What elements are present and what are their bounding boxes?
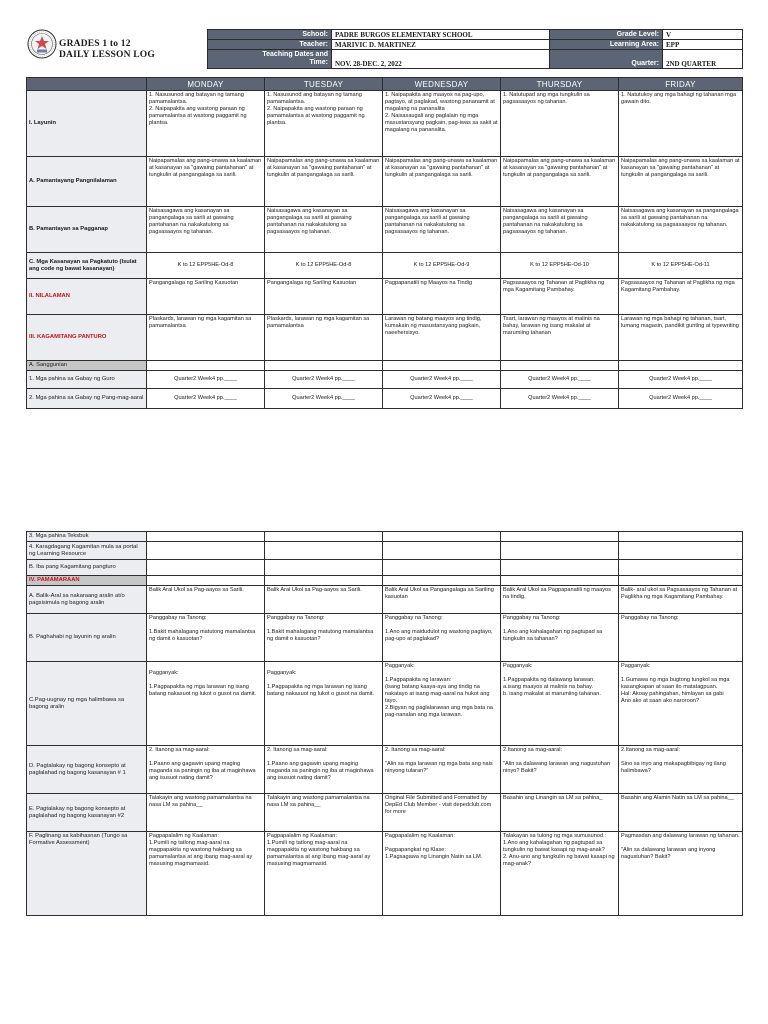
cell-monday: Quarter2 Week4 pp.____ xyxy=(147,371,265,389)
cell-thursday xyxy=(501,532,619,542)
cell-tuesday: Quarter2 Week4 pp.____ xyxy=(265,389,383,409)
cell-thursday xyxy=(501,560,619,576)
cell-wednesday: Naisasagawa ang kasanayan sa pangangalaga sa sarili at gawaing pantahanan na nakakatulong sa pagsasaayos ng tahanan. xyxy=(383,207,501,253)
cell-monday xyxy=(147,576,265,586)
cell-friday: Balik- aral ukol sa Pagsasaayos ng Tahanan at Paglikha ng mga Kagamitang Pambahay. xyxy=(619,586,743,614)
cell-wednesday: Pagpapalalim ng Kaalaman: Pagpapangkat ng Klase: 1.Pagsagawa ng Linangin Natin sa LM. xyxy=(383,832,501,916)
cell-thursday: Naipapamalas ang pang-unawa sa kaalaman at kasanayan sa "gawaing pantahanan" at tungkulin at pangangalaga sa sarili. xyxy=(501,157,619,207)
cell-thursday xyxy=(501,576,619,586)
lesson-row xyxy=(27,207,743,253)
cell-tuesday: Pagganyak: 1.Pagpapakita ng mga larawan ng isang batang nakasuot ng lukot o gusot na damit. xyxy=(265,662,383,746)
cell-thursday: Panggabay na Tanong: 1.Ano ang kahalagahan ng pagtupad sa tungkulin sa tahanan? xyxy=(501,614,619,662)
dates-label xyxy=(208,50,332,69)
cell-friday: Basahin ang Alamin Natin sa LM sa pahina__ xyxy=(619,794,743,832)
cell-wednesday: Pagganyak: 1.Pagpapakita ng larawan: (isang batang kaaya-aya ang tindig na nakatayo at isang mag-aaral na hukot ang tayo. 2.Bigyan ng paglalarawan ang mga bata na pag-nanalan ang mga larawan. xyxy=(383,662,501,746)
cell-thursday: Pagsasaayos ng Tahanan at Paglikha ng mga Kagamitang Pambahay. xyxy=(501,279,619,315)
cell-wednesday: Panggabay na Tanong: 1.Ano ang maidudulot ng wastong pagtayo, pag-upo at paglakad? xyxy=(383,614,501,662)
cell-tuesday: Plaskards, larawan ng mga kagamitan sa pamamalantsa xyxy=(265,315,383,361)
cell-wednesday xyxy=(383,560,501,576)
lesson-row xyxy=(27,746,743,794)
row-label: D. Pagtalakay ng bagong konsepto at paglalahad ng bagong kasanayan # 1 xyxy=(27,746,147,794)
row-label: 4. Karagdagang Kagamitan mula sa portal ng Learning Resource xyxy=(27,542,147,560)
row-label: B. Pamantayan sa Pagganap xyxy=(27,207,147,253)
cell-friday xyxy=(619,542,743,560)
dll-table-page-1 xyxy=(26,77,743,409)
lesson-row xyxy=(27,614,743,662)
learning-area-label: Learning Area: xyxy=(550,40,663,50)
school-value: PADRE BURGOS ELEMENTARY SCHOOL xyxy=(332,30,550,40)
lesson-row xyxy=(27,361,743,371)
grade-label: Grade Level: xyxy=(550,30,663,40)
quarter-label: Quarter: xyxy=(550,50,663,69)
row-label: 2. Mga pahina sa Gabay ng Pang-mag-aaral xyxy=(27,389,147,409)
dll-table-page-2 xyxy=(26,531,743,916)
cell-tuesday: Pangangalaga ng Sariling Kasuotan xyxy=(265,279,383,315)
lesson-row xyxy=(27,794,743,832)
cell-wednesday xyxy=(383,542,501,560)
cell-wednesday xyxy=(383,361,501,371)
cell-tuesday: Panggabay na Tanong: 1.Bakit mahalagang matutong mamalantsa ng damit o kasuotan? xyxy=(265,614,383,662)
row-label: A. Sanggunian xyxy=(27,361,147,371)
cell-tuesday: 2. Itanong sa mag-aaral: 1.Paano ang gagawin upang maging maganda sa paningin ng iba at maginhawa ang isusuot nating damit? xyxy=(265,746,383,794)
cell-thursday: Quarter2 Week4 pp.____ xyxy=(501,389,619,409)
header-info-table xyxy=(207,29,743,69)
lesson-row xyxy=(27,586,743,614)
cell-tuesday: Naipapamalas ang pang-unawa sa kaalaman at kasanayan sa "gawaing pantahanan" at tungkulin at pangangalaga sa sarili. xyxy=(265,157,383,207)
lesson-row xyxy=(27,832,743,916)
cell-friday: Quarter2 Week4 pp.____ xyxy=(619,389,743,409)
learning-area-value: EPP xyxy=(663,40,743,50)
cell-thursday: Tsart, larawan ng maayos at malinis na bahay, larawan ng isang makalat at marumiing tahanan xyxy=(501,315,619,361)
school-label: School: xyxy=(208,30,332,40)
cell-monday: 2. Itanong sa mag-aaral: 1.Paano ang gagawin upang maging maganda sa paningin ng iba at maginhawa ang isusuot nating damit? xyxy=(147,746,265,794)
row-label: II. NILALAMAN xyxy=(27,279,147,315)
lesson-row xyxy=(27,662,743,746)
cell-tuesday xyxy=(265,576,383,586)
cell-thursday xyxy=(501,361,619,371)
dates-value: NOV. 28-DEC. 2, 2022 xyxy=(332,50,550,69)
cell-monday xyxy=(147,560,265,576)
day-header-friday: FRIDAY xyxy=(619,78,743,91)
cell-friday: 2.Itanong sa mag-aaral: Sino sa inyo ang makapagbibigay ng ilang halimbawa? xyxy=(619,746,743,794)
cell-tuesday xyxy=(265,542,383,560)
cell-thursday: 1. Natutupad ang mga tungkulin sa pagsasaayos ng tahanan. xyxy=(501,91,619,157)
cell-thursday: Pagganyak: 1.Pagpapakita ng dalawang larawan. a.isang maayos at malinis na bahay. b. isang makalat at marumiing tahanan. xyxy=(501,662,619,746)
row-label: F. Paglinang sa kabihasnan (Tungo sa Formative Assessment) xyxy=(27,832,147,916)
lesson-row xyxy=(27,371,743,389)
cell-tuesday: Balik Aral Ukol sa Pag-aayos sa Sarili. xyxy=(265,586,383,614)
cell-monday: Pagpapalalim ng Kaalaman: 1.Pumili ng tatlong mag-aaral na magpapakita ng wastong hakbang sa pamamalantsa at ang ibang mag-aaral ay masusing magmamasid. xyxy=(147,832,265,916)
cell-wednesday: Naipapamalas ang pang-unawa sa kaalaman at kasanayan sa "gawaing pantahanan" at tungkulin at pangangalaga sa sarili. xyxy=(383,157,501,207)
cell-friday: Pagganyak: 1.Gumawa ng mga bugtong tungkol sa mga kasangkapan at saan ito matatagpuan. Hal: Akoay pahingahan, himlayan sa gabi Ano ako at saan ako naroroon? xyxy=(619,662,743,746)
cell-wednesday xyxy=(383,576,501,586)
cell-monday: Plaskards, larawan ng mga kagamitan sa pamamalantsa xyxy=(147,315,265,361)
cell-tuesday: Quarter2 Week4 pp.____ xyxy=(265,371,383,389)
lesson-row xyxy=(27,315,743,361)
teacher-label: Teacher: xyxy=(208,40,332,50)
cell-thursday xyxy=(501,542,619,560)
cell-thursday: Basahin ang Linangin sa LM sa pahina_ xyxy=(501,794,619,832)
cell-wednesday: Pagpapanatili ng Maayos na Tindig xyxy=(383,279,501,315)
cell-wednesday: 2. Itanong sa mag-aaral: "Alin sa mga larawan ng mga bata ang nais ninyong tularan?" xyxy=(383,746,501,794)
lesson-row xyxy=(27,279,743,315)
cell-monday xyxy=(147,532,265,542)
row-label: 1. Mga pahina sa Gabay ng Guro xyxy=(27,371,147,389)
dll-title xyxy=(59,39,155,61)
cell-thursday: K to 12 EPP5HE-Od-10 xyxy=(501,253,619,279)
cell-tuesday: Pagpapalalim ng Kaalaman: 1.Pumili ng tatlong mag-aaral na magpapakita ng wastong hakbang sa pamamalantsa at ang ibang mag-aaral ay masusing magmamasid. xyxy=(265,832,383,916)
cell-monday: Pagganyak: 1.Pagpapakita ng mga larawan ng isang batang nakasuot ng lukot o gusot na damit. xyxy=(147,662,265,746)
cell-friday: Naipapamalas ang pang-unawa sa kaalaman at kasanayan sa "gawaing pantahanan" at tungkulin at pangangalaga sa sarili. xyxy=(619,157,743,207)
cell-thursday: Talakayan sa tulong ng mga sumusunod : 1.Ano ang kahalagahan ng pagtupad sa tungkulin ng bawat kasapi ng mag-anak? 2. Anu-ano ang tungkulin ng bawat kasapi ng mag-anak? xyxy=(501,832,619,916)
cell-wednesday: Quarter2 Week4 pp.____ xyxy=(383,371,501,389)
cell-monday: Naisasagawa ang kasanayan sa pangangalaga sa sarili at gawaing pantahanan na nakakatulong sa pagsasaayos ng tahanan. xyxy=(147,207,265,253)
cell-monday: Quarter2 Week4 pp.____ xyxy=(147,389,265,409)
quarter-value: 2ND QUARTER xyxy=(663,50,743,69)
dates-label-line-1: Teaching Dates and xyxy=(262,51,328,58)
row-label: C. Mga Kasanayan sa Pagkatuto (Isulat ang code ng bawat kasanayan) xyxy=(27,253,147,279)
cell-thursday: Quarter2 Week4 pp.____ xyxy=(501,371,619,389)
lesson-row xyxy=(27,532,743,542)
row-label: A. Balik-Aral sa nakaraang aralin at/o pagsisimula ng bagong aralin xyxy=(27,586,147,614)
cell-tuesday xyxy=(265,560,383,576)
cell-tuesday: Talakayin ang wastong pamamalantsa na nasa LM sa pahina__ xyxy=(265,794,383,832)
grade-value: V xyxy=(663,30,743,40)
cell-thursday: Balik Aral Ukol sa Pagpapanatili ng maayos na tindig. xyxy=(501,586,619,614)
cell-tuesday: Naisasagawa ang kasanayan sa pangangalaga sa sarili at gawaing pantahanan na nakakatulong sa pagsasaayos ng tahanan. xyxy=(265,207,383,253)
cell-wednesday: 1. Naipapakita ang maayos na pag-upo, pagtayo, at paglakad, wastong pananamit at magalang na pananalita 2. Naisasaugali ang paglalain ng mga masustansyang pagkain, pag-iwas sa sakit at magalang na pananalita. xyxy=(383,91,501,157)
cell-friday: Pagmasdan ang dalawang larawan ng tahanan. "Alin sa dalawang larawan ang inyong nagustuhan? Bakit? xyxy=(619,832,743,916)
dll-header xyxy=(26,27,742,75)
corner-header xyxy=(27,78,147,91)
cell-wednesday: Balik Aral Ukol sa Pangangalaga sa Sariling kasuotan xyxy=(383,586,501,614)
lesson-row xyxy=(27,157,743,207)
cell-monday: Naipapamalas ang pang-unawa sa kaalaman at kasanayan sa "gawaing pantahanan" at tungkulin at pangangalaga sa sarili. xyxy=(147,157,265,207)
cell-monday: Balik Aral Ukol sa Pag-aayos sa Sarili. xyxy=(147,586,265,614)
cell-monday: Pangangalaga ng Sariling Kasuotan xyxy=(147,279,265,315)
row-label: B. Iba pang Kagamitang pangturo xyxy=(27,560,147,576)
lesson-row xyxy=(27,253,743,279)
cell-wednesday: Quarter2 Week4 pp.____ xyxy=(383,389,501,409)
row-label: C.Pag-uugnay ng mga halimbawa sa bagong aralin xyxy=(27,662,147,746)
cell-thursday: 2.Itanong sa mag-aaral: "Alin sa dalawang larawan ang nagustuhan ninyo? Bakit? xyxy=(501,746,619,794)
row-label: A. Pamantayang Pangnilalaman xyxy=(27,157,147,207)
cell-wednesday: Original File Submitted and Formatted by DepEd Club Member - visit depedclub.com for more xyxy=(383,794,501,832)
day-header-wednesday: WEDNESDAY xyxy=(383,78,501,91)
cell-wednesday: Larawan ng batang maayos ang tindig, kumakain ng masustansyang pagkain, naeehersisyo. xyxy=(383,315,501,361)
title-line-2: DAILY LESSON LOG xyxy=(59,50,155,60)
cell-friday: Larawan ng mga bahagi ng tahanan, tsart, lumang magasin, pandikit gunting at typewriting xyxy=(619,315,743,361)
lesson-row xyxy=(27,542,743,560)
day-header-monday: MONDAY xyxy=(147,78,265,91)
cell-friday: Panggabay na Tanong: xyxy=(619,614,743,662)
cell-monday xyxy=(147,361,265,371)
title-line-1: GRADES 1 to 12 xyxy=(59,39,131,49)
cell-tuesday: K to 12 EPP5HE-Od-8 xyxy=(265,253,383,279)
lesson-row xyxy=(27,576,743,586)
cell-monday: 1. Nasusunod ang batayan ng tamang pamamalantsa. 2. Naipapakita ang wastong paraan ng pamamalantsa at wastong paggamit ng plantsa. xyxy=(147,91,265,157)
cell-tuesday xyxy=(265,361,383,371)
deped-seal-icon xyxy=(27,29,57,59)
lesson-row xyxy=(27,91,743,157)
day-header-tuesday: TUESDAY xyxy=(265,78,383,91)
cell-tuesday xyxy=(265,532,383,542)
cell-friday xyxy=(619,361,743,371)
row-label: IV. PAMAMARAAN xyxy=(27,576,147,586)
cell-friday: K to 12 EPP5HE-Od-11 xyxy=(619,253,743,279)
cell-friday xyxy=(619,532,743,542)
lesson-row xyxy=(27,389,743,409)
cell-monday: Talakayin ang wastong pamamalantsa na nasa LM sa pahina__ xyxy=(147,794,265,832)
cell-friday xyxy=(619,576,743,586)
cell-monday: K to 12 EPP5HE-Od-8 xyxy=(147,253,265,279)
cell-friday xyxy=(619,560,743,576)
cell-monday: Panggabay na Tanong: 1.Bakit mahalagang matutong mamalantsa ng damit o kasuotan? xyxy=(147,614,265,662)
cell-friday: Quarter2 Week4 pp.____ xyxy=(619,371,743,389)
dll-page-1 xyxy=(26,27,742,464)
cell-wednesday xyxy=(383,532,501,542)
dates-label-line-2: Time: xyxy=(309,59,328,66)
cell-thursday: Naisasagawa ang kasanayan sa pangangalaga sa sarili at gawaing pantahanan na nakakatulong sa pagsasaayos ng tahanan. xyxy=(501,207,619,253)
row-label: B. Paghahabi ng layunin ng aralin xyxy=(27,614,147,662)
cell-friday: 1. Natutukoy ang mga bahagi ng tahanan mga gawain dito. xyxy=(619,91,743,157)
row-label: I. Layunin xyxy=(27,91,147,157)
dll-page-2 xyxy=(26,531,742,981)
cell-monday xyxy=(147,542,265,560)
cell-wednesday: K to 12 EPP5HE-Od-9 xyxy=(383,253,501,279)
row-label: E. Pagtalakay ng bagong konsepto at paglalahad ng bagong kasanayan #2 xyxy=(27,794,147,832)
day-header-row xyxy=(27,78,743,91)
day-header-thursday: THURSDAY xyxy=(501,78,619,91)
cell-friday: Naisasagawa ang kasanayan sa pangangalaga sa sarili at gawaing pantahanan na nakakatulong sa pagsasaayos ng tahanan. xyxy=(619,207,743,253)
row-label: 3. Mga pahina Teksbuk xyxy=(27,532,147,542)
row-label: III. KAGAMITANG PANTURO xyxy=(27,315,147,361)
cell-tuesday: 1. Nasusunod ang batayan ng tamang pamamalantsa. 2. Naipapakita ang wastong paraan ng pamamalantsa at wastong paggamit ng plantsa. xyxy=(265,91,383,157)
teacher-value: MARIVIC D. MARTINEZ xyxy=(332,40,550,50)
cell-friday: Pagsasaayos ng Tahanan at Paglikha ng mga Kagamitang Pambahay. xyxy=(619,279,743,315)
lesson-row xyxy=(27,560,743,576)
